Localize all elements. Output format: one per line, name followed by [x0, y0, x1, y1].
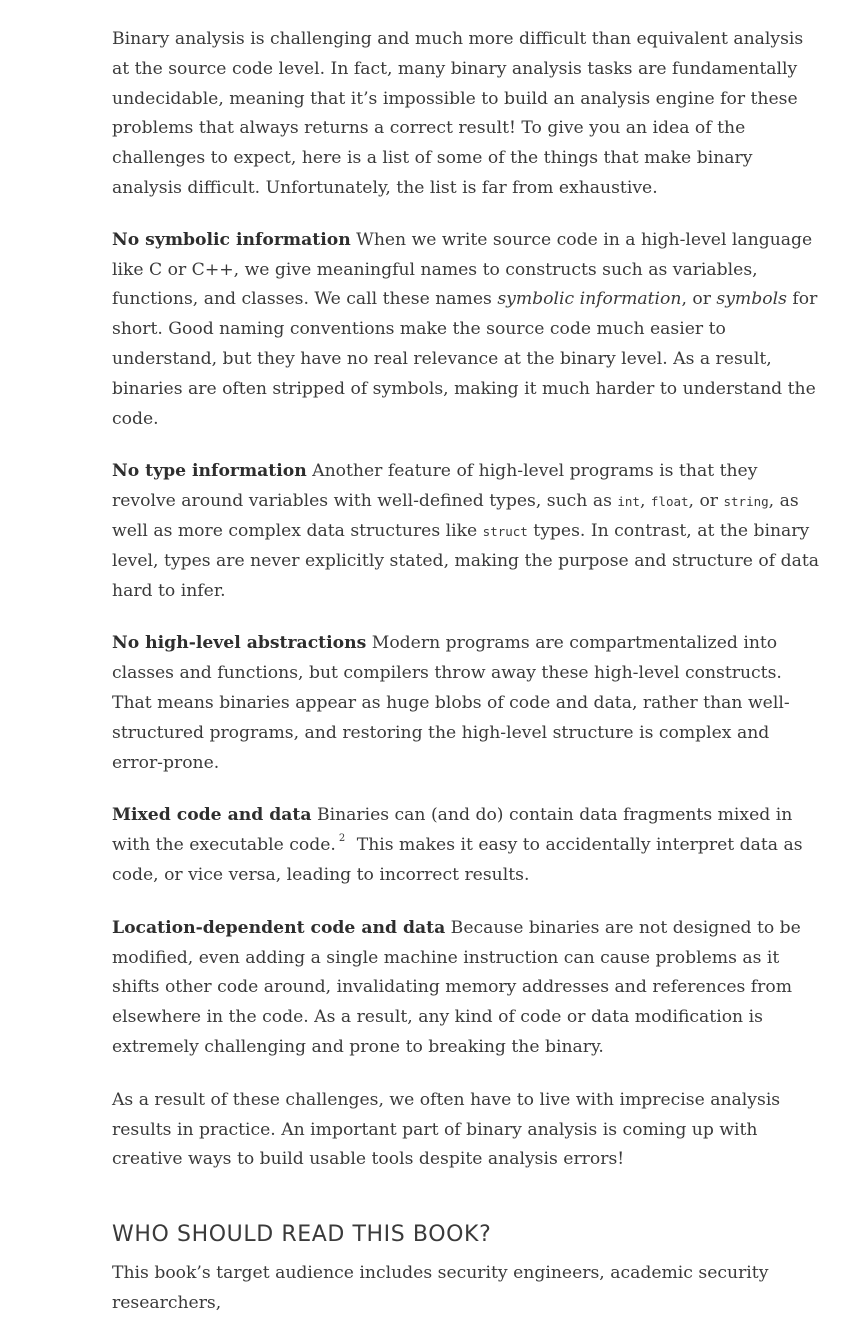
challenge-term: Mixed code and data	[112, 805, 312, 826]
footnote-marker[interactable]: 2	[338, 833, 346, 845]
inline-code: int	[617, 494, 640, 510]
challenge-text: This makes it easy to accidentally interpret data as code, or vice versa, leading to incorrect results.	[112, 835, 803, 885]
challenge-text: types. In contrast, at the binary level, types are never explicitly stated, making the purpose and structure of data hard to infer.	[112, 520, 820, 601]
emphasis-term: symbolic information	[497, 289, 682, 310]
challenge-term: No type information	[112, 461, 307, 482]
inline-code: string	[723, 494, 769, 510]
challenge-text: Because binaries are not designed to be modified, even adding a single machine instruction can cause problems as it shifts other code around, invalidating memory addresses and references from elsewhere in the code. As a result, any kind of code or data modification is extremely challenging and prone to breaking the binary.	[112, 917, 801, 1057]
intro-paragraph: Binary analysis is challenging and much more difficult than equivalent analysis at the source code level. In fact, many binary analysis tasks are fundamentally undecidable, meaning that it’s impossible to build an analysis engine for these problems that always returns a correct result! To give you an idea of the challenges to expect, here is a list of some of the things that make binary analysis difficult. Unfortunately, the list is far from exhaustive.	[112, 29, 804, 198]
challenge-text: Another feature of high-level programs is that they revolve around variables with well-defined types, such as	[112, 461, 758, 512]
challenge-location-dependent-code	[112, 914, 820, 1063]
challenge-text: , or	[688, 491, 724, 512]
book-page	[112, 25, 820, 1342]
inline-code: float	[650, 494, 689, 510]
challenge-text: ,	[639, 491, 651, 512]
conclusion-paragraph: As a result of these challenges, we often have to live with imprecise analysis results in practice. An important part of binary analysis is coming up with creative ways to build usable tools despite analysis errors!	[112, 1089, 781, 1170]
challenge-mixed-code-and-data	[112, 801, 820, 890]
challenge-text: Binaries can (and do) contain data fragments mixed in with the executable code.	[112, 805, 793, 856]
challenge-term: Location-dependent code and data	[112, 917, 446, 938]
challenge-term: No high-level abstractions	[112, 633, 367, 654]
section-heading: WHO SHOULD READ THIS BOOK?	[112, 1222, 492, 1248]
challenge-no-type-information	[112, 457, 820, 606]
challenge-text: for short. Good naming conventions make the source code much easier to understand, but they have no real relevance at the binary level. As a result, binaries are often stripped of symbols, making it much harder to understand the code.	[112, 289, 818, 429]
inline-code: struct	[482, 523, 528, 539]
challenge-text: , or	[681, 289, 717, 310]
challenge-text: Modern programs are compartmentalized into classes and functions, but compilers throw away these high-level constructs. That means binaries appear as huge blobs of code and data, rather than well-structured programs, and restoring the high-level structure is complex and error-prone.	[112, 633, 790, 773]
challenge-text: When we write source code in a high-level language like C or C++, we give meaningful names to constructs such as variables, functions, and classes. We call these names	[112, 229, 813, 310]
audience-paragraph: This book’s target audience includes security engineers, academic security researchers,	[112, 1263, 769, 1313]
challenge-no-high-level-abstractions	[112, 629, 820, 778]
challenge-no-symbolic-information	[112, 226, 820, 435]
challenge-term: No symbolic information	[112, 229, 351, 250]
emphasis-term: symbols	[716, 289, 787, 310]
challenge-text: , as well as more complex data structures like	[112, 491, 799, 541]
